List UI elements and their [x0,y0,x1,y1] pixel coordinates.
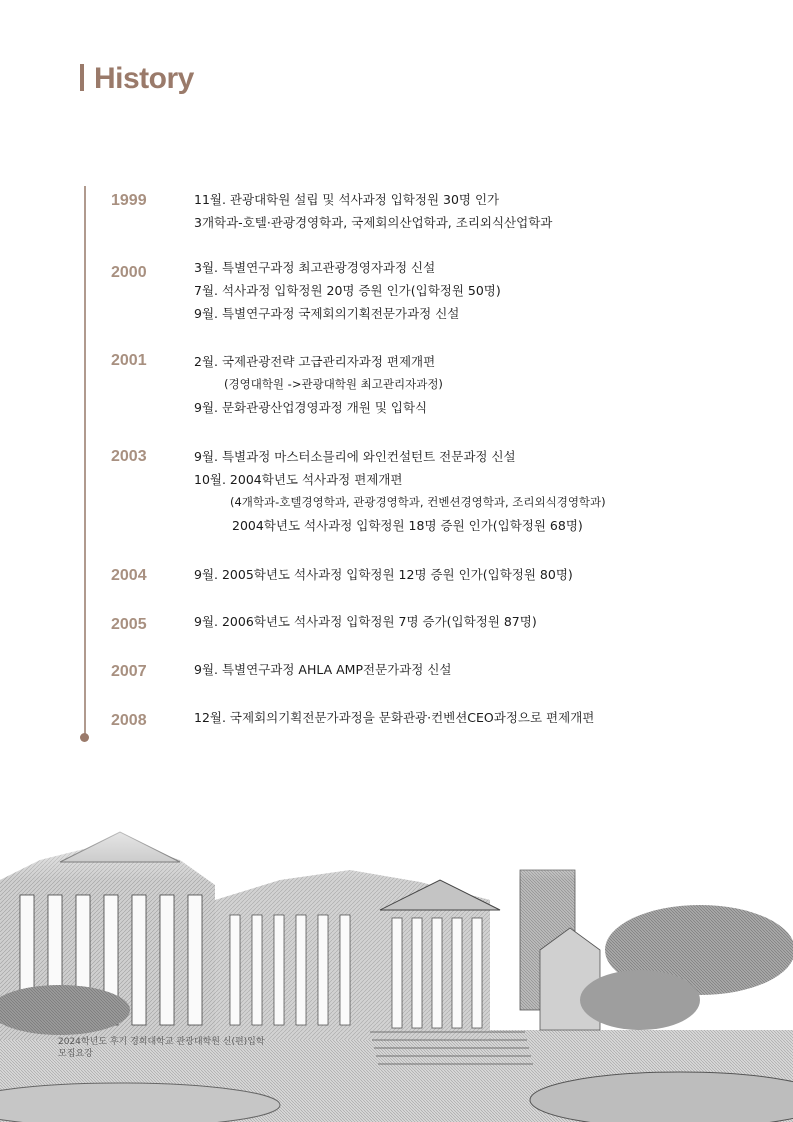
entry-lines [194,563,774,586]
entry-lines [194,658,774,681]
image-caption [58,1036,265,1060]
title-bar [80,64,84,91]
timeline-end-dot [80,733,89,742]
year-label: 2007 [111,663,147,680]
entry-lines [194,350,774,419]
entry-lines [194,445,774,537]
entry-line: 11월. 관광대학원 설립 및 석사과정 입학정원 30명 인가 [194,192,500,207]
entry-line: 7월. 석사과정 입학정원 20명 증원 인가(입학정원 50명) [194,283,501,298]
page-title-text: History [94,62,194,95]
year-label: 2008 [111,712,147,729]
entry-subline: 2004학년도 석사과정 입학정원 18명 증원 인가(입학정원 68명) [232,518,583,533]
year-label: 2003 [111,448,147,465]
entry-lines [194,610,774,633]
timeline-line [84,186,86,738]
entry-line: 9월. 2005학년도 석사과정 입학정원 12명 증원 인가(입학정원 80명) [194,567,573,582]
entry-line: 9월. 2006학년도 석사과정 입학정원 7명 증가(입학정원 87명) [194,614,537,629]
entry-lines [194,256,774,325]
entry-lines [194,188,774,234]
entry-line: 9월. 특별연구과정 국제회의기획전문가과정 신설 [194,306,460,321]
entry-line: 9월. 특별과정 마스터소믈리에 와인컨설턴트 전문과정 신설 [194,449,516,464]
entry-lines [194,706,774,729]
campus-illustration [0,800,793,1122]
entry-line: 3월. 특별연구과정 최고관광경영자과정 신설 [194,260,436,275]
entry-line: 9월. 특별연구과정 AHLA AMP전문가과정 신설 [194,662,452,677]
year-label: 2000 [111,264,147,281]
year-label: 2001 [111,352,147,369]
entry-subline: (4개학과-호텔경영학과, 관광경영학과, 컨벤션경영학과, 조리외식경영학과) [230,495,606,509]
caption-line-2: 모집요강 [58,1049,93,1059]
campus-sketch-image [0,800,793,1122]
entry-line: 10월. 2004학년도 석사과정 편제개편 [194,472,403,487]
entry-line: 2월. 국제관광전략 고급관리자과정 편제개편 [194,354,436,369]
entry-line: 3개학과-호텔·관광경영학과, 국제회의산업학과, 조리외식산업학과 [194,215,553,230]
caption-line-1: 2024학년도 후기 경희대학교 관광대학원 신(편)입학 [58,1037,265,1047]
year-label: 2005 [111,616,147,633]
page-title [80,62,194,96]
entry-subline: (경영대학원 ->관광대학원 최고관리자과정) [224,377,443,391]
year-label: 1999 [111,192,147,209]
entry-line: 9월. 문화관광산업경영과정 개원 및 입학식 [194,400,428,415]
year-label: 2004 [111,567,147,584]
entry-line: 12월. 국제회의기획전문가과정을 문화관광·컨벤션CEO과정으로 편제개편 [194,710,595,725]
